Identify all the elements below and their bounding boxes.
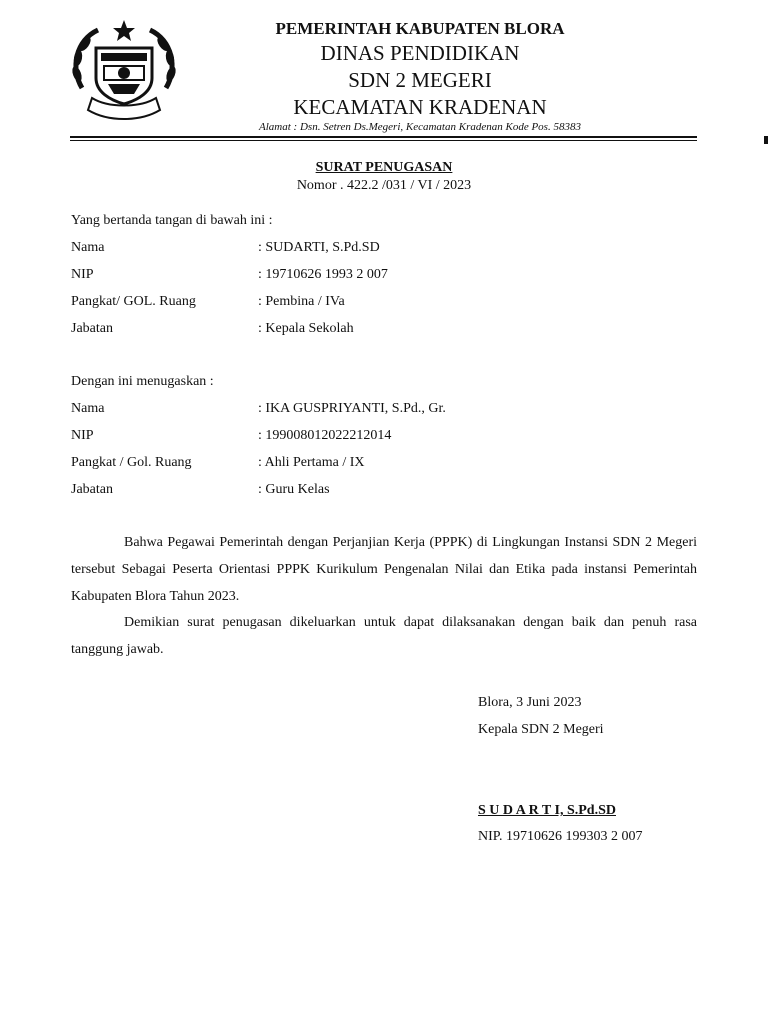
assignee-nip-value: : 199008012022212014: [258, 428, 392, 443]
district-name: KECAMATAN KRADENAN: [293, 95, 547, 119]
assignee-intro: Dengan ini menugaskan :: [71, 374, 214, 389]
signatory-intro: Yang bertanda tangan di bawah ini :: [71, 213, 273, 228]
place-date: Blora, 3 Juni 2023: [478, 695, 582, 710]
signer-position: Kepala SDN 2 Megeri: [478, 722, 604, 737]
body-paragraph-1: Bahwa Pegawai Pemerintah dengan Perjanjian Kerja (PPPK) di Lingkungan Instansi SDN 2 Megeri tersebut Sebagai Peserta Orientasi PPPK Kurikulum Pengenalan Nilai dan Etika pada instansi Pemerintah Kabupaten Blora Tahun 2023.: [71, 535, 697, 604]
letterhead-divider-thin: [70, 140, 697, 141]
assignee-rank-value: : Ahli Pertama / IX: [258, 455, 365, 470]
assignee-name-value: : IKA GUSPRIYANTI, S.Pd., Gr.: [258, 401, 446, 416]
signatory-nip-value: : 19710626 1993 2 007: [258, 267, 388, 282]
assignee-nip-label: NIP: [71, 428, 94, 443]
signatory-position-value: : Kepala Sekolah: [258, 321, 354, 336]
letterhead: [180, 18, 660, 121]
signer-name: S U D A R T I, S.Pd.SD: [478, 803, 616, 818]
signatory-name-value: : SUDARTI, S.Pd.SD: [258, 240, 380, 255]
letter-title: SURAT PENUGASAN: [315, 160, 453, 175]
signer-nip: NIP. 19710626 199303 2 007: [478, 829, 643, 844]
school-name: SDN 2 MEGERI: [348, 68, 492, 92]
signatory-rank-label: Pangkat/ GOL. Ruang: [71, 294, 196, 309]
agency-name: DINAS PENDIDIKAN: [320, 41, 520, 65]
assignee-rank-label: Pangkat / Gol. Ruang: [71, 455, 192, 470]
blora-regency-emblem-icon: [68, 18, 180, 126]
signatory-rank-value: : Pembina / IVa: [258, 294, 345, 309]
signatory-name-label: Nama: [71, 240, 105, 255]
school-address: Alamat : Dsn. Setren Ds.Megeri, Kecamatan Kradenan Kode Pos. 58383: [259, 121, 581, 133]
assignee-position-value: : Guru Kelas: [258, 482, 330, 497]
letterhead-divider: [70, 136, 697, 138]
body-paragraph-2: Demikian surat penugasan dikeluarkan untuk dapat dilaksanakan dengan baik dan penuh rasa tanggung jawab.: [71, 615, 697, 657]
assignee-name-label: Nama: [71, 401, 105, 416]
signatory-nip-label: NIP: [71, 267, 94, 282]
assignee-position-label: Jabatan: [71, 482, 113, 497]
page-edge-mark: [764, 136, 768, 144]
signatory-position-label: Jabatan: [71, 321, 113, 336]
government-name: PEMERINTAH KABUPATEN BLORA: [275, 19, 565, 38]
letter-number: Nomor . 422.2 /031 / VI / 2023: [296, 178, 472, 193]
